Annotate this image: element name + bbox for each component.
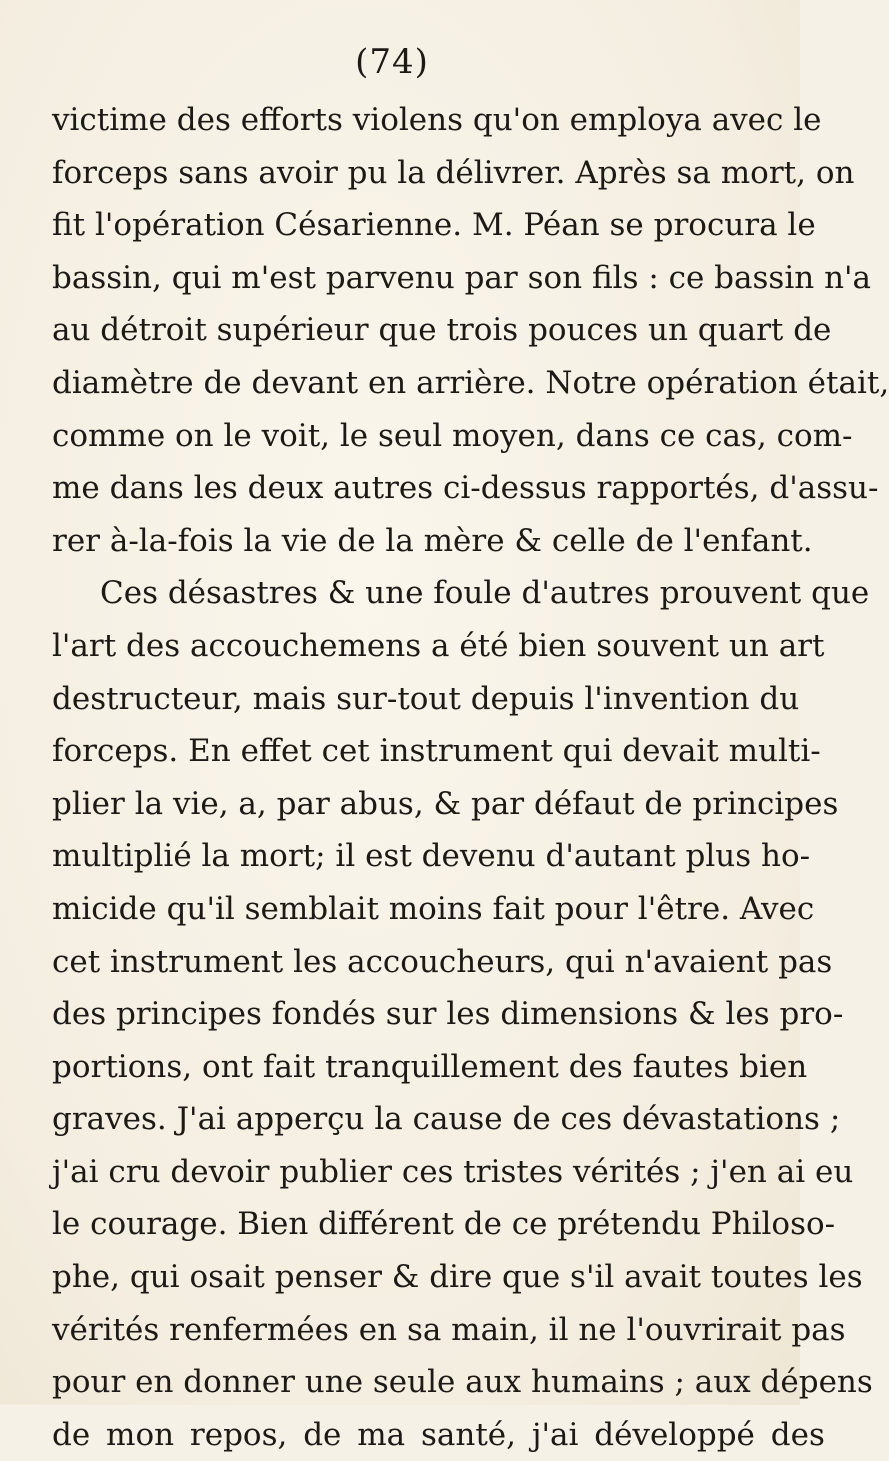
text-line: micide qu'il semblait moins fait pour l'être. Avec: [52, 890, 815, 927]
text-line: j'ai cru devoir publier ces tristes vérités ; j'en ai eu: [52, 1153, 854, 1190]
text-line: au détroit supérieur que trois pouces un quart de: [52, 312, 832, 349]
page-number: (74): [355, 42, 429, 82]
text-line: graves. J'ai apperçu la cause de ces dévastations ;: [52, 1101, 841, 1138]
text-line: cet instrument les accoucheurs, qui n'avaient pas: [52, 943, 833, 980]
text-line: multiplié la mort; il est devenu d'autant plus ho-: [52, 838, 811, 875]
text-line: forceps sans avoir pu la délivrer. Après sa mort, on: [52, 154, 855, 191]
text-line: l'art des accouchemens a été bien souvent un art: [52, 627, 825, 664]
text-line: des principes fondés sur les dimensions & les pro-: [52, 996, 844, 1033]
text-line: rer à-la-fois la vie de la mère & celle de l'enfant.: [52, 522, 813, 559]
text-line: pour en donner une seule aux humains ; aux dépens: [52, 1364, 873, 1401]
text-line: portions, ont fait tranquillement des fautes bien: [52, 1048, 808, 1085]
body-text: [52, 94, 889, 1461]
text-line: vérités renfermées en sa main, il ne l'ouvrirait pas: [52, 1311, 846, 1348]
text-line: bassin, qui m'est parvenu par son fils : ce bassin n'a: [52, 259, 872, 296]
text-line: diamètre de devant en arrière. Notre opération était,: [52, 364, 889, 401]
text-line: comme on le voit, le seul moyen, dans ce cas, com-: [52, 417, 853, 454]
text-line: Ces désastres & une foule d'autres prouvent que: [100, 575, 870, 612]
text-line: victime des efforts violens qu'on employa avec le: [52, 102, 822, 138]
text-line: fit l'opération Césarienne. M. Péan se procura le: [52, 207, 816, 244]
text-line: phe, qui osait penser & dire que s'il avait toutes les: [52, 1259, 863, 1296]
text-line: destructeur, mais sur-tout depuis l'invention du: [52, 680, 800, 717]
text-line: plier la vie, a, par abus, & par défaut de principes: [52, 785, 839, 822]
text-line: de mon repos, de ma santé, j'ai développé des: [52, 1416, 825, 1453]
text-line: le courage. Bien différent de ce prétendu Philoso-: [52, 1206, 836, 1243]
text-line: forceps. En effet cet instrument qui devait multi-: [52, 733, 821, 770]
text-line: me dans les deux autres ci-dessus rapportés, d'assu-: [52, 470, 879, 507]
